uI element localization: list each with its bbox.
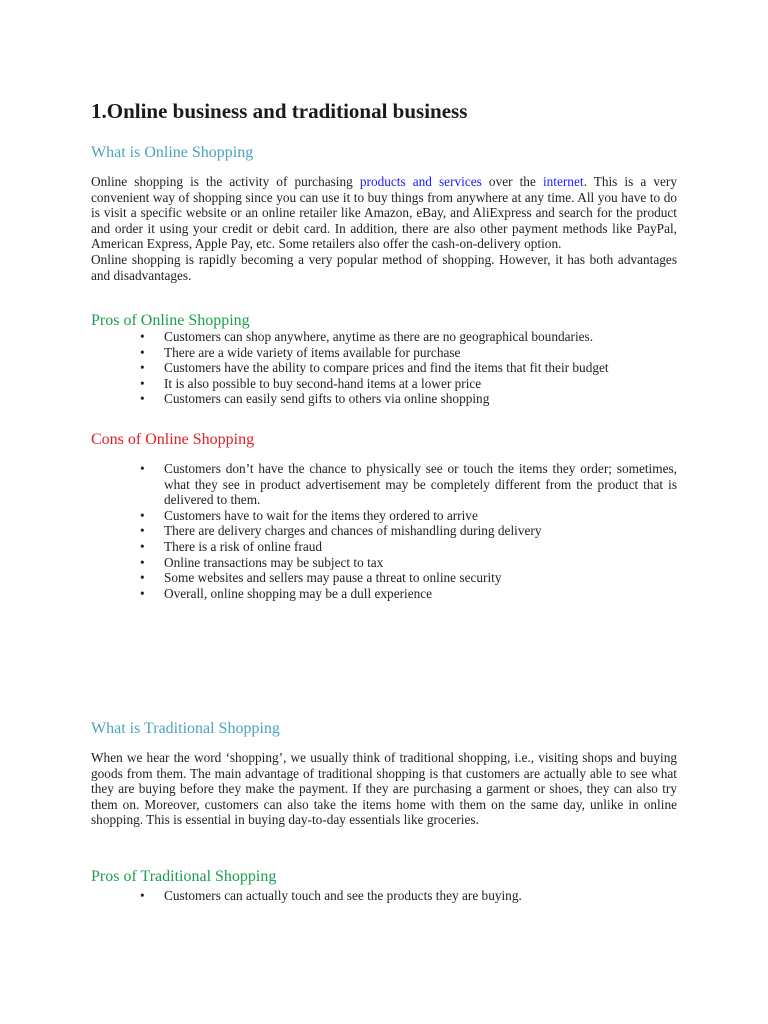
cons-online-heading: Cons of Online Shopping — [91, 431, 255, 448]
internet-link[interactable]: internet — [542, 174, 584, 189]
list-item-text: Online transactions may be subject to tax — [164, 554, 384, 570]
list-item-text: There are a wide variety of items available for purchase — [164, 344, 461, 360]
list-item-text: Customers have the ability to compare prices and find the items that fit their budget — [164, 360, 609, 376]
bullet-icon: • — [140, 360, 145, 376]
pros-traditional-heading: Pros of Traditional Shopping — [91, 868, 277, 885]
page-title: 1.Online business and traditional business — [91, 99, 468, 123]
paragraph-text: . This is a very convenient way of shopping since you can use it to buy things from anywhere at any time. All you have to do is visit a specific website or an online retailer like Amazon, eBay, and AliExpress and search for the product and order it using your credit or debit card. In addition, there are also other payment methods like PayPal, American Express, Apple Pay, etc. Some retailers also offer the cash-on-delivery option. — [91, 174, 677, 252]
bullet-icon: • — [140, 507, 145, 523]
bullet-icon: • — [140, 888, 145, 903]
cons-online-list — [140, 461, 677, 601]
list-item — [140, 523, 677, 539]
list-item-text: Customers can easily send gifts to others via online shopping — [164, 391, 490, 407]
bullet-icon: • — [140, 538, 145, 554]
list-item-text: Overall, online shopping may be a dull experience — [164, 585, 433, 601]
bullet-icon: • — [140, 570, 145, 586]
list-item — [140, 508, 677, 524]
paragraph-text: over the — [481, 174, 543, 189]
pros-traditional-list — [140, 888, 677, 904]
list-item — [140, 376, 677, 392]
products-and-services-link[interactable]: products and services — [359, 174, 482, 189]
traditional-shopping-heading: What is Traditional Shopping — [91, 720, 280, 737]
list-item — [140, 461, 677, 508]
list-item-text: Customers don’t have the chance to physically see or touch the items they order; sometimes, what they see in product advertisement may be completely different from the product that is delivered to them. — [164, 461, 677, 508]
bullet-icon: • — [140, 461, 145, 476]
list-item — [140, 539, 677, 555]
list-item — [140, 391, 677, 407]
list-item-text: There are delivery charges and chances of mishandling during delivery — [164, 523, 542, 539]
list-item — [140, 888, 677, 904]
list-item — [140, 345, 677, 361]
list-item-text: Customers can actually touch and see the products they are buying. — [164, 888, 522, 903]
list-item-text: Customers can shop anywhere, anytime as there are no geographical boundaries. — [164, 329, 594, 344]
list-item — [140, 586, 677, 602]
list-item-text: It is also possible to buy second-hand items at a lower price — [164, 375, 482, 391]
list-item-text: Customers have to wait for the items they ordered to arrive — [164, 507, 478, 523]
list-item — [140, 570, 677, 586]
pros-online-list — [140, 329, 677, 407]
online-shopping-heading: What is Online Shopping — [91, 144, 254, 161]
paragraph-text: Online shopping is the activity of purchasing — [91, 174, 360, 189]
list-item-text: Some websites and sellers may pause a threat to online security — [164, 570, 502, 586]
bullet-icon: • — [140, 523, 145, 539]
bullet-icon: • — [140, 329, 145, 344]
paragraph-text: Online shopping is rapidly becoming a very popular method of shopping. However, it has both advantages and disadvantages. — [91, 251, 677, 283]
bullet-icon: • — [140, 344, 145, 360]
list-item — [140, 360, 677, 376]
pros-online-heading: Pros of Online Shopping — [91, 312, 250, 329]
bullet-icon: • — [140, 391, 145, 407]
bullet-icon: • — [140, 585, 145, 601]
traditional-shopping-paragraph: When we hear the word ‘shopping’, we usually think of traditional shopping, i.e., visiting shops and buying goods from them. The main advantage of traditional shopping is that customers are actually able to see what they are buying before they make the payment. If they are purchasing a garment or shoes, they can also try them on. Moreover, customers can also take the items home with them on the same day, unlike in online shopping. This is essential in buying day-to-day essentials like groceries. — [91, 750, 677, 828]
online-shopping-paragraph — [91, 174, 677, 283]
bullet-icon: • — [140, 375, 145, 391]
list-item-text: There is a risk of online fraud — [164, 538, 323, 554]
bullet-icon: • — [140, 554, 145, 570]
list-item — [140, 329, 677, 345]
list-item — [140, 555, 677, 571]
